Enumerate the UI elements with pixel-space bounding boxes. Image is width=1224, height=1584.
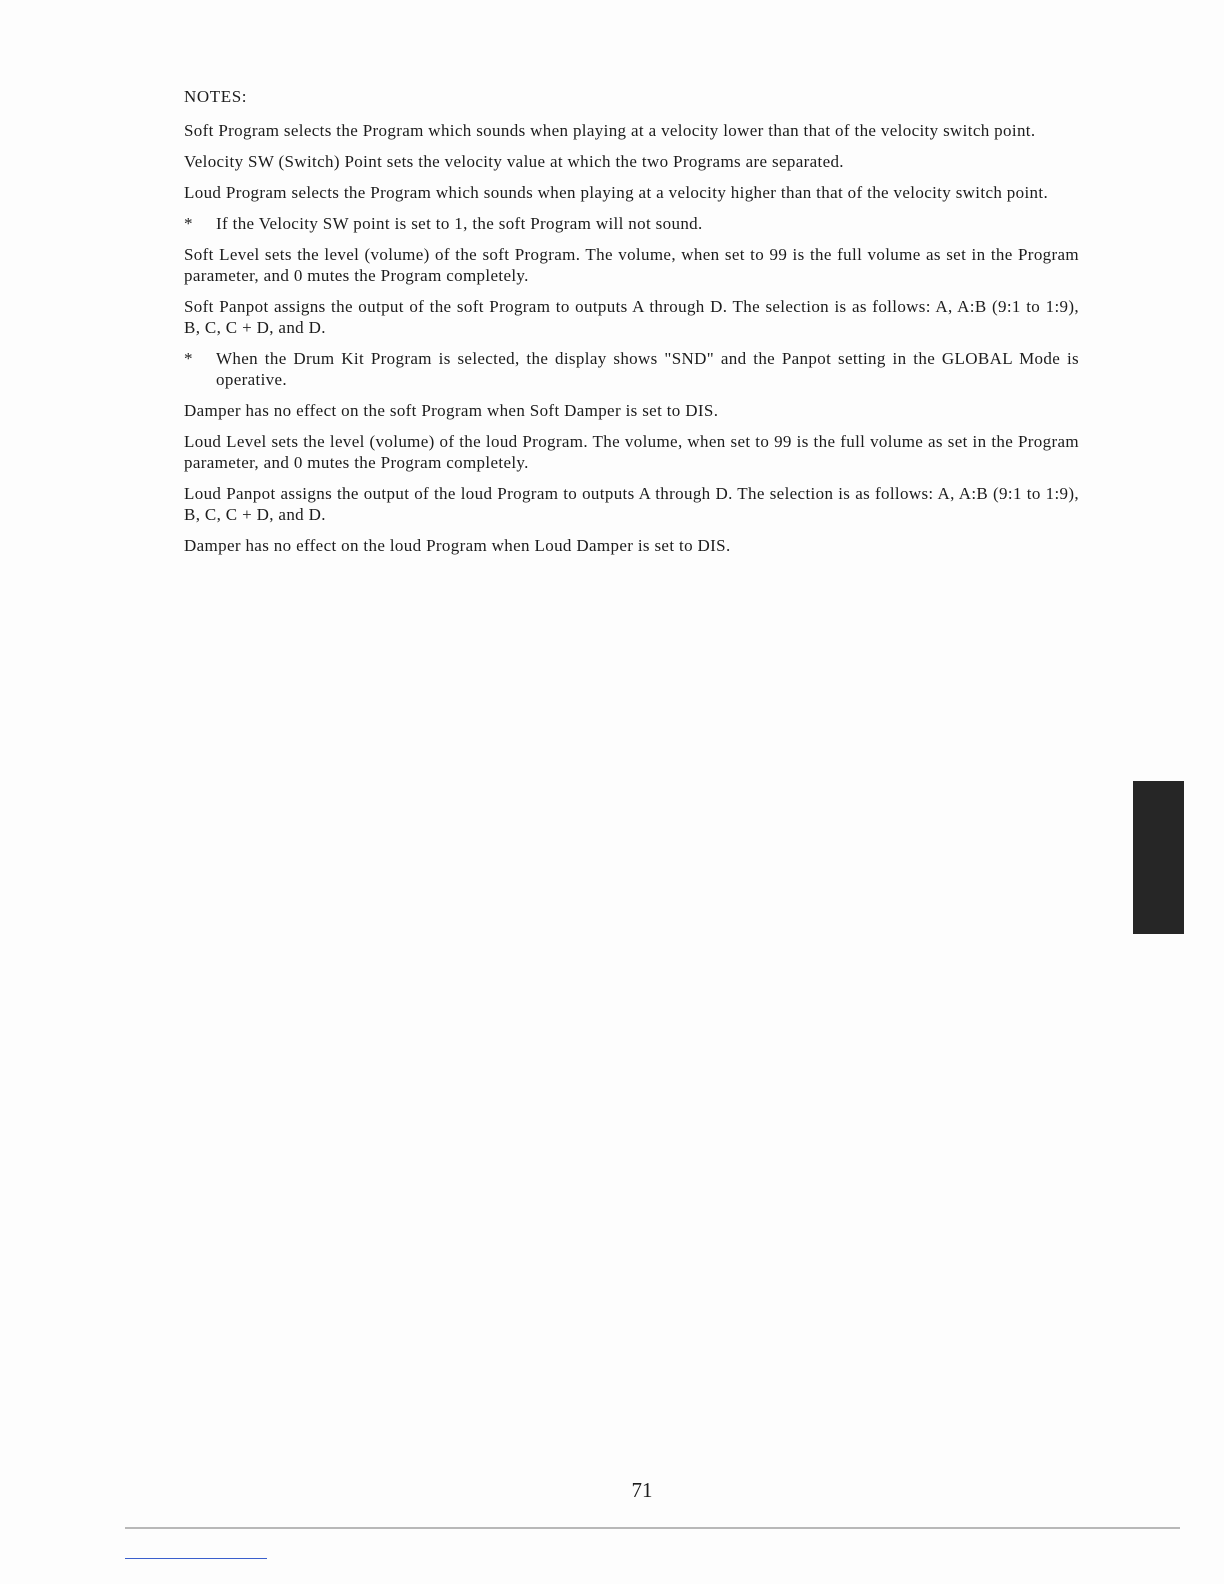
paragraph-soft-level: Soft Level sets the level (volume) of the soft Program. The volume, when set to 99 is the full volume as set in the Program parameter, and 0 mutes the Program completely. <box>184 245 1079 285</box>
note-text: If the Velocity SW point is set to 1, the soft Program will not sound. <box>216 214 703 233</box>
note-text: When the Drum Kit Program is selected, the display shows "SND" and the Panpot setting in the GLOBAL Mode is operative. <box>216 349 1079 389</box>
paragraph-velocity-sw-point: Velocity SW (Switch) Point sets the velocity value at which the two Programs are separated. <box>184 152 844 171</box>
section-heading: NOTES: <box>184 87 248 106</box>
paragraph-soft-panpot: Soft Panpot assigns the output of the soft Program to outputs A through D. The selection is as follows: A, A:B (9:1 to 1:9), B, C, C + D, and D. <box>184 297 1079 337</box>
paragraph-loud-program: Loud Program selects the Program which sounds when playing at a velocity higher than that of the velocity switch point. <box>184 183 1049 202</box>
page-number: 71 <box>631 1478 653 1502</box>
paragraph-soft-program: Soft Program selects the Program which sounds when playing at a velocity lower than that of the velocity switch point. <box>184 121 1036 140</box>
paragraph-soft-damper: Damper has no effect on the soft Program when Soft Damper is set to DIS. <box>184 401 719 420</box>
note-velocity-sw <box>184 213 1079 234</box>
note-drum-kit <box>184 348 1079 390</box>
footer-rule <box>125 1527 1180 1529</box>
section-thumb-tab <box>1133 781 1184 934</box>
asterisk-mark: * <box>184 214 193 233</box>
paragraph-loud-damper: Damper has no effect on the loud Program when Loud Damper is set to DIS. <box>184 536 731 555</box>
notes-section <box>184 86 1079 566</box>
paragraph-loud-panpot: Loud Panpot assigns the output of the loud Program to outputs A through D. The selection is as follows: A, A:B (9:1 to 1:9), B, C, C + D, and D. <box>184 484 1079 524</box>
asterisk-mark: * <box>184 349 193 368</box>
footer-link-underline <box>125 1558 267 1559</box>
paragraph-loud-level: Loud Level sets the level (volume) of the loud Program. The volume, when set to 99 is the full volume as set in the Program parameter, and 0 mutes the Program completely. <box>184 432 1079 472</box>
